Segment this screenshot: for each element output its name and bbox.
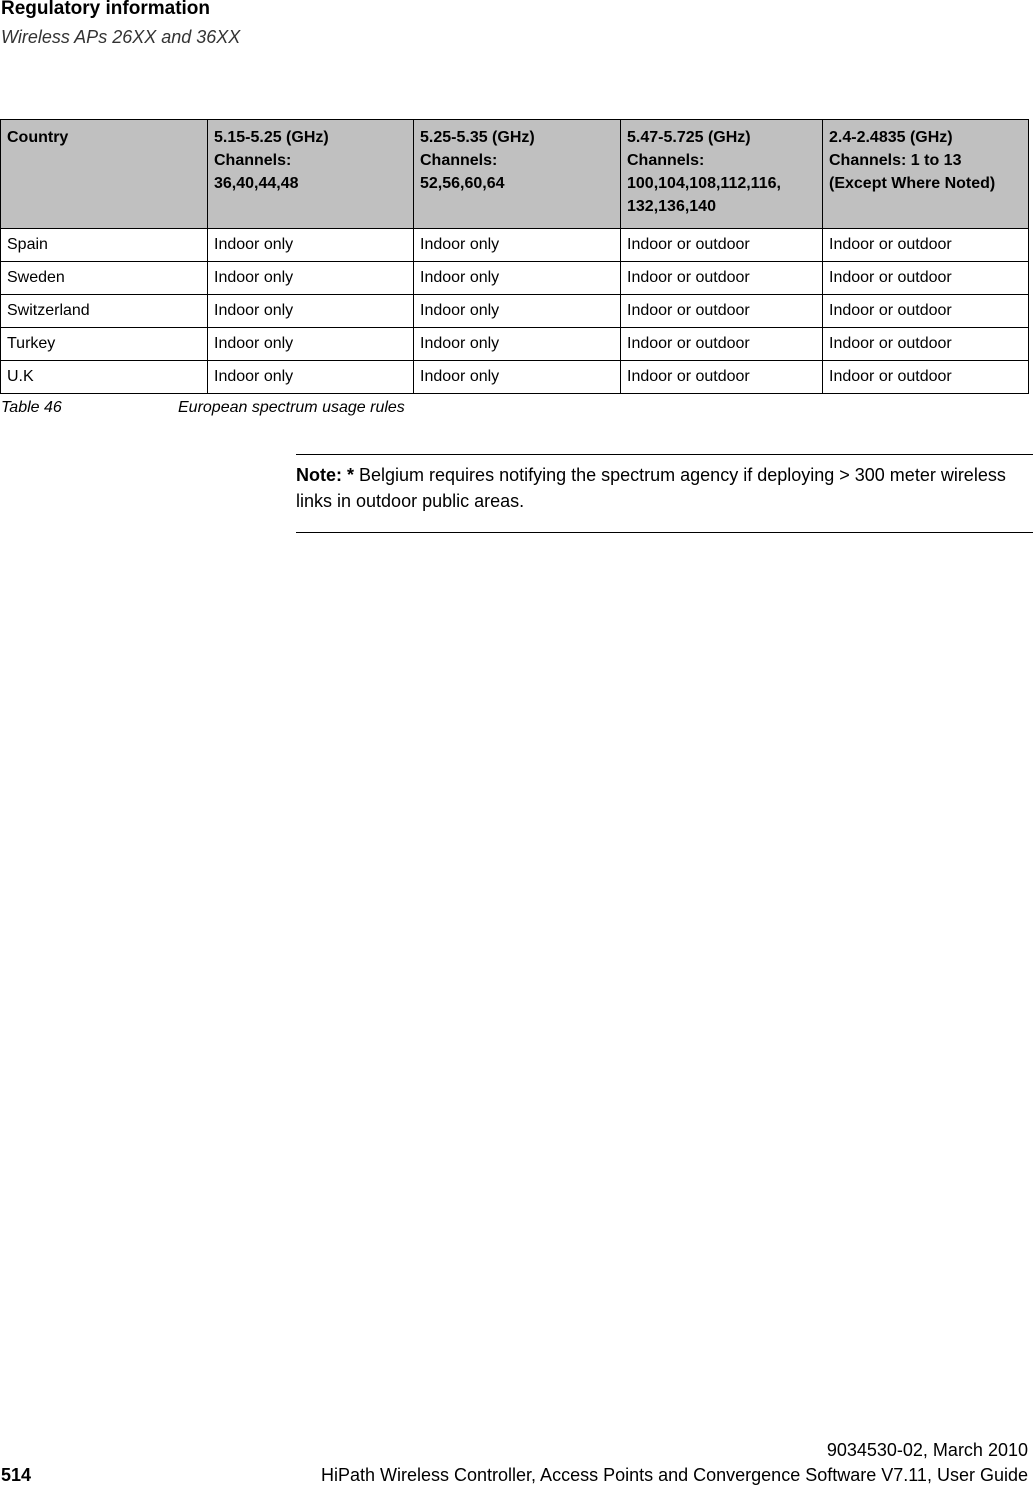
table-row (1, 328, 1029, 361)
table-cell: Indoor or outdoor (621, 328, 823, 361)
table-cell: Indoor only (414, 328, 621, 361)
table-cell: Indoor only (208, 262, 414, 295)
table-cell: Indoor only (414, 229, 621, 262)
table-cell: Switzerland (1, 295, 208, 328)
table-row (1, 229, 1029, 262)
table-row (1, 262, 1029, 295)
table-cell: Indoor or outdoor (823, 295, 1029, 328)
table-cell: Indoor only (208, 295, 414, 328)
note-text: Belgium requires notifying the spectrum agency if deploying > 300 meter wireless links in outdoor public areas. (296, 465, 1006, 511)
table-cell: Turkey (1, 328, 208, 361)
table-cell: Indoor or outdoor (823, 361, 1029, 394)
column-header-line: 100,104,108,112,116, (627, 175, 781, 192)
column-header-line: 52,56,60,64 (420, 175, 505, 192)
section-title: Regulatory information (1, 0, 211, 19)
table-cell: U.K (1, 361, 208, 394)
column-header-line: Country (7, 129, 69, 146)
table-cell: Indoor or outdoor (823, 229, 1029, 262)
column-header-line: 132,136,140 (627, 198, 716, 215)
spectrum-table (0, 119, 1029, 394)
note-divider-bottom (296, 532, 1033, 533)
column-header-line: Channels: (214, 152, 292, 169)
table-cell: Indoor or outdoor (823, 262, 1029, 295)
footer-doc-id: 9034530-02, March 2010 (826, 1440, 1028, 1460)
table-row (1, 361, 1029, 394)
table-row (1, 295, 1029, 328)
table-cell: Indoor only (208, 361, 414, 394)
column-header-line: 5.15-5.25 (GHz) (214, 129, 329, 146)
column-header-line: 5.47-5.725 (GHz) (627, 129, 751, 146)
column-header-line: 5.25-5.35 (GHz) (420, 129, 535, 146)
column-header-line: Channels: 1 to 13 (829, 152, 962, 169)
page-number: 514 (1, 1465, 32, 1485)
footer-guide-title: HiPath Wireless Controller, Access Points and Convergence Software V7.11, User Guide (320, 1465, 1028, 1485)
table-cell: Indoor only (208, 229, 414, 262)
table-cell: Sweden (1, 262, 208, 295)
table-caption-text: European spectrum usage rules (178, 399, 405, 416)
column-header-line: 2.4-2.4835 (GHz) (829, 129, 953, 146)
column-header (823, 120, 1029, 229)
note-divider-top (296, 454, 1033, 455)
table-cell: Indoor only (208, 328, 414, 361)
table-header-row (1, 120, 1029, 229)
table-cell: Indoor only (414, 295, 621, 328)
column-header (208, 120, 414, 229)
table-cell: Indoor only (414, 361, 621, 394)
table-cell: Indoor or outdoor (621, 229, 823, 262)
column-header-line: (Except Where Noted) (829, 175, 996, 192)
table-cell: Indoor only (414, 262, 621, 295)
table-cell: Spain (1, 229, 208, 262)
column-header-line: 36,40,44,48 (214, 175, 299, 192)
note (296, 462, 1033, 514)
column-header-line: Channels: (420, 152, 498, 169)
table-cell: Indoor or outdoor (621, 262, 823, 295)
table-cell: Indoor or outdoor (621, 361, 823, 394)
table-cell: Indoor or outdoor (823, 328, 1029, 361)
table-caption-number: Table 46 (1, 399, 62, 416)
note-label: Note: * (296, 465, 354, 485)
column-header-line: Channels: (627, 152, 705, 169)
section-subtitle: Wireless APs 26XX and 36XX (1, 27, 241, 47)
table-cell: Indoor or outdoor (621, 295, 823, 328)
column-header (621, 120, 823, 229)
column-header (1, 120, 208, 229)
column-header (414, 120, 621, 229)
